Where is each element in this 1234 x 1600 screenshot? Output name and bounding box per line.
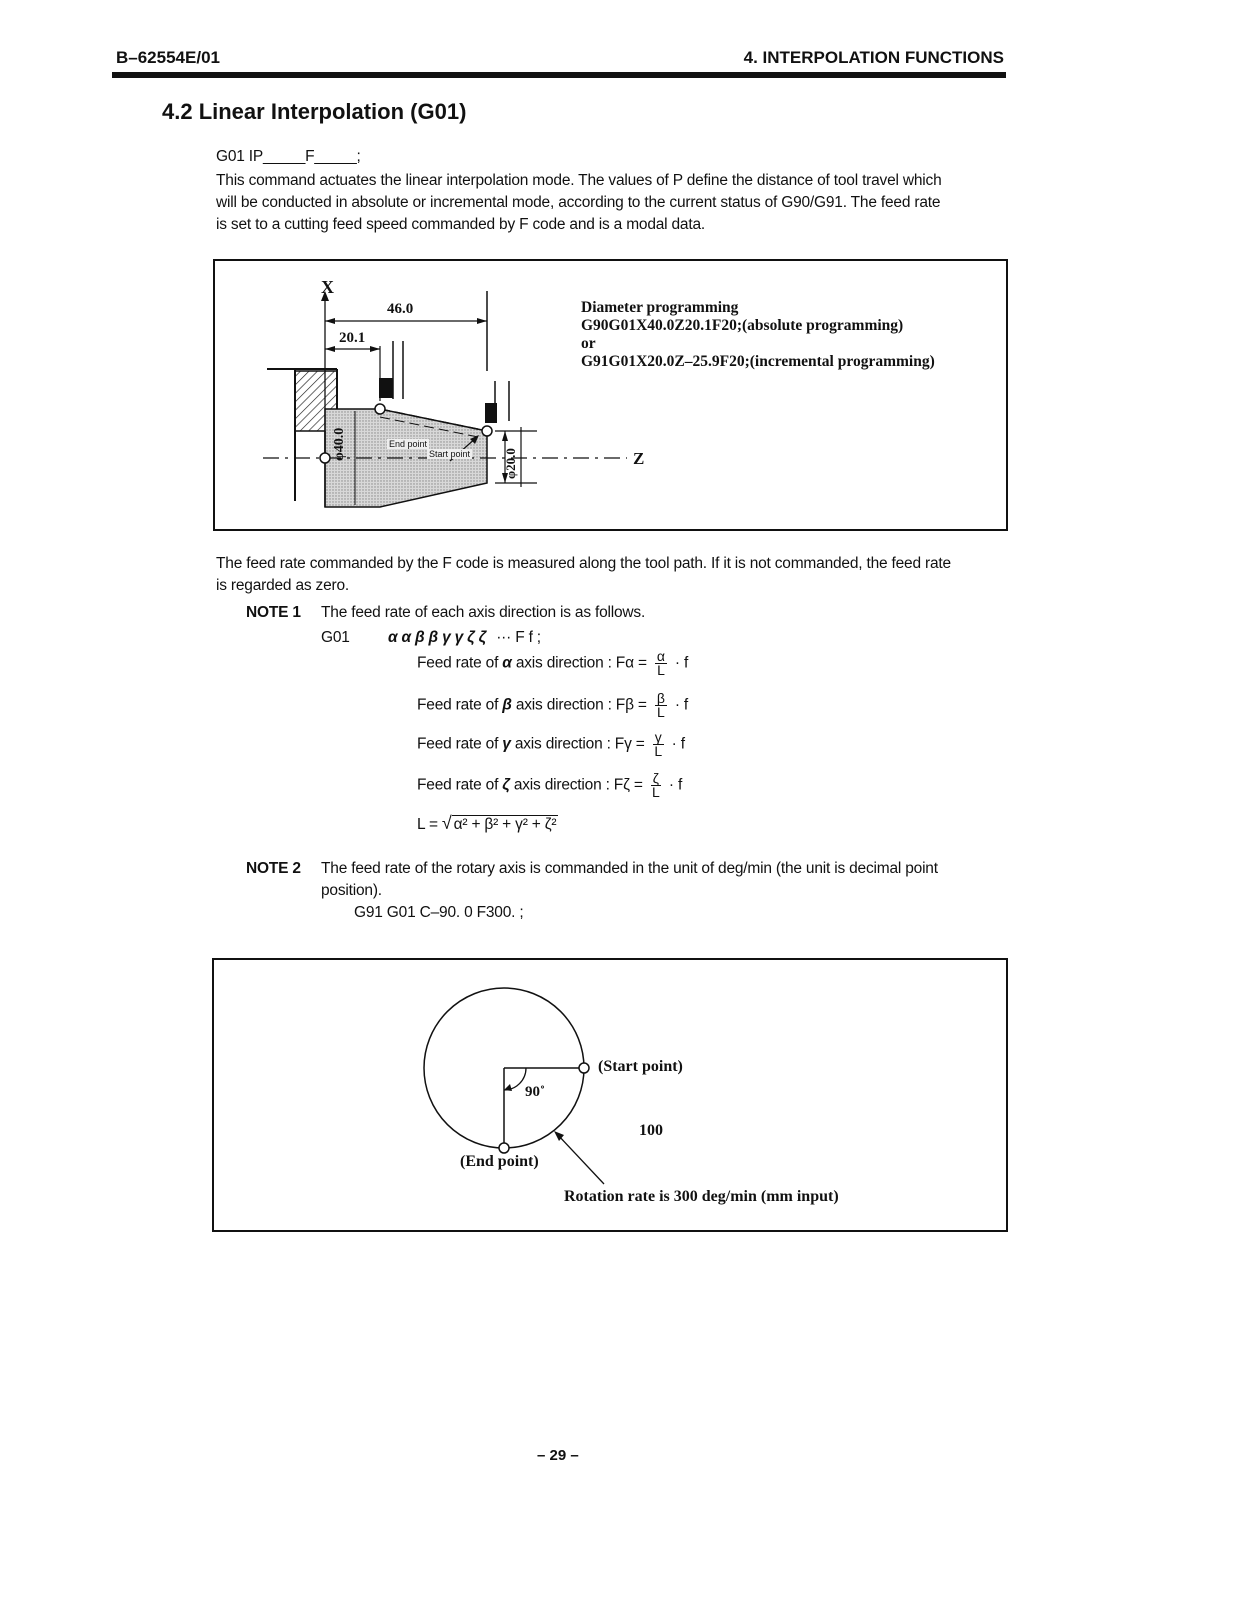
rotation-rate-label: Rotation rate is 300 deg/min (mm input) xyxy=(564,1188,839,1205)
paragraph-1-line: is set to a cutting feed speed commanded by F code and is a modal data. xyxy=(216,216,705,233)
paragraph-2-line: is regarded as zero. xyxy=(216,577,349,594)
figure-1-text-line: Diameter programming xyxy=(581,299,739,316)
fraction-numerator: γ xyxy=(654,729,662,745)
formula-radicand: α² + β² + γ² + ζ² xyxy=(453,816,557,833)
figure-1-text-line: G91G01X20.0Z–25.9F20;(incremental programming) xyxy=(581,353,935,370)
header-rule xyxy=(112,72,1006,78)
note-2-label: NOTE 2 xyxy=(246,860,301,877)
note-2-example: G91 G01 C–90. 0 F300. ; xyxy=(354,904,524,921)
chapter-title: 4. INTERPOLATION FUNCTIONS xyxy=(743,48,1004,67)
feed-rate-row xyxy=(417,731,685,758)
figure-linear-interpolation xyxy=(213,259,1008,531)
note-2-line: The feed rate of the rotary axis is commanded in the unit of deg/min (the unit is decimal point xyxy=(321,860,938,877)
feed-rate-row xyxy=(417,650,688,677)
fraction-numerator: β xyxy=(656,690,665,706)
note-1-command-axes: α α β β γ γ ζ ζ xyxy=(388,629,487,646)
note-2-text xyxy=(321,858,1021,902)
fraction xyxy=(655,650,667,677)
dim-20-1: 20.1 xyxy=(339,330,366,346)
fraction xyxy=(655,692,667,719)
note-1-text: The feed rate of each axis direction is as follows. xyxy=(321,604,646,621)
command-syntax: G01 IP_____F_____; xyxy=(216,148,361,165)
end-point-marker xyxy=(375,404,385,414)
dim-dia-40: φ40.0 xyxy=(332,427,347,461)
page-number: – 29 – xyxy=(537,1447,579,1464)
row-prefix: Feed rate of xyxy=(417,696,499,714)
note-1-g01: G01 xyxy=(321,629,350,646)
note-1-label: NOTE 1 xyxy=(246,604,301,621)
fraction-denominator: L xyxy=(656,704,665,720)
row-post: axis direction : Fζ = xyxy=(513,776,643,794)
sqrt-symbol: √ xyxy=(441,813,452,833)
fraction xyxy=(653,731,664,758)
fraction xyxy=(651,772,661,799)
row-greek: γ xyxy=(502,735,511,753)
row-greek: α xyxy=(502,654,512,672)
paragraph-1-line: This command actuates the linear interpolation mode. The values of P define the distance of tool travel which xyxy=(216,172,942,189)
tool-1 xyxy=(379,378,393,398)
figure-1-text-line: G90G01X40.0Z20.1F20;(absolute programming) xyxy=(581,317,904,334)
angle-arc xyxy=(504,1068,526,1090)
end-point-marker xyxy=(499,1143,509,1153)
start-point-label: Start point xyxy=(429,449,471,459)
row-tail: · f xyxy=(674,654,689,672)
fraction-denominator: L xyxy=(651,784,660,800)
angle-label: 90˚ xyxy=(525,1084,545,1100)
x-axis-label: X xyxy=(321,277,334,297)
figure-rotary-axis xyxy=(212,958,1008,1232)
fraction-numerator: ζ xyxy=(652,770,659,786)
start-point-marker xyxy=(579,1063,589,1073)
paragraph-1 xyxy=(216,170,1016,236)
row-prefix: Feed rate of xyxy=(417,654,499,672)
row-post: axis direction : Fα = xyxy=(515,654,647,672)
row-greek: β xyxy=(502,696,512,714)
length-formula xyxy=(417,812,558,836)
row-prefix: Feed rate of xyxy=(417,735,499,753)
z-axis-label: Z xyxy=(633,449,645,468)
fraction-numerator: α xyxy=(656,648,665,664)
figure-1-text-line: or xyxy=(581,335,596,352)
start-point-label: (Start point) xyxy=(598,1058,683,1075)
rotation-leader xyxy=(557,1134,604,1184)
row-post: axis direction : Fβ = xyxy=(515,696,647,714)
note-2-line: position). xyxy=(321,882,382,899)
paragraph-2 xyxy=(216,553,1016,597)
fraction-denominator: L xyxy=(654,743,662,759)
section-title: 4.2 Linear Interpolation (G01) xyxy=(162,99,467,124)
tool-2 xyxy=(485,403,497,423)
fraction-denominator: L xyxy=(657,662,665,678)
feed-rate-row xyxy=(417,772,682,799)
row-post: axis direction : Fγ = xyxy=(514,735,645,753)
dim-dia-20: φ20.0 xyxy=(503,448,518,479)
formula-lhs: L = xyxy=(417,816,438,833)
paragraph-1-line: will be conducted in absolute or incremental mode, according to the current status of G90/G91. The feed rate xyxy=(216,194,941,211)
row-tail: · f xyxy=(668,776,683,794)
radius-label: 100 xyxy=(639,1122,663,1139)
figure-1-program-text xyxy=(581,299,935,371)
end-point-label: End point xyxy=(389,439,428,449)
row-greek: ζ xyxy=(502,776,510,794)
row-prefix: Feed rate of xyxy=(417,776,499,794)
note-1-command-tail: ··· F f ; xyxy=(496,629,541,646)
doc-id: B–62554E/01 xyxy=(116,48,220,67)
note-1-command xyxy=(388,627,541,649)
dim-46: 46.0 xyxy=(387,301,414,317)
feed-rate-row xyxy=(417,692,688,719)
end-point-label: (End point) xyxy=(460,1153,539,1170)
row-tail: · f xyxy=(671,735,685,753)
row-tail: · f xyxy=(674,696,689,714)
paragraph-2-line: The feed rate commanded by the F code is measured along the tool path. If it is not commanded, the feed rate xyxy=(216,555,951,572)
start-point-marker xyxy=(482,426,492,436)
